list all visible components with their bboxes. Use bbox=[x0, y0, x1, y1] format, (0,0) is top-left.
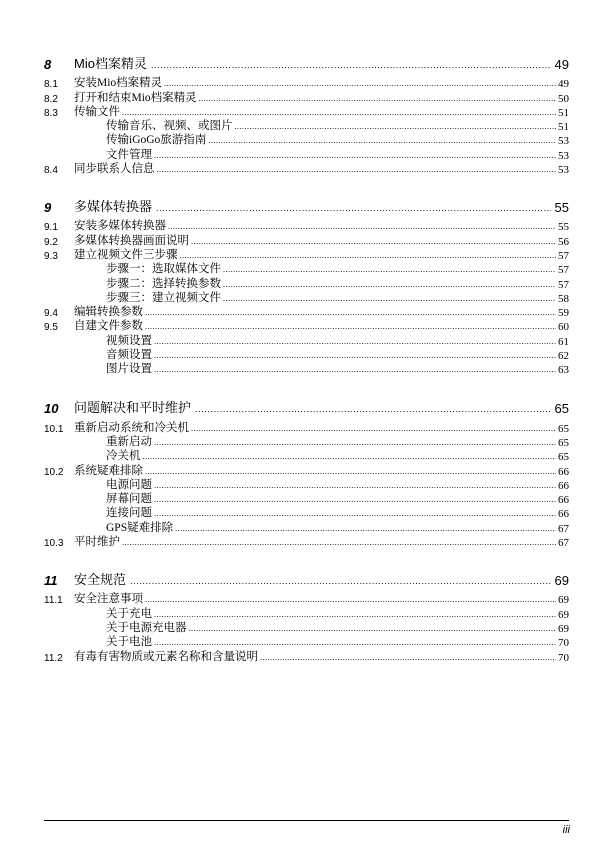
table-of-contents bbox=[44, 53, 569, 684]
section-title: 音频设置 bbox=[106, 349, 152, 362]
section-page: 67 bbox=[558, 522, 569, 535]
toc-subentry[interactable] bbox=[44, 362, 569, 376]
section-title: 重新启动系统和冷关机 bbox=[74, 421, 189, 434]
section-title: 有毒有害物质或元素名称和含量说明 bbox=[74, 650, 258, 663]
section-page: 60 bbox=[558, 321, 569, 334]
chapter-title: Mio档案精灵 bbox=[74, 56, 147, 71]
section-title: 屏幕问题 bbox=[106, 493, 152, 506]
section-title: GPS疑难排除 bbox=[106, 521, 174, 534]
dot-leader bbox=[223, 279, 556, 291]
dot-leader bbox=[154, 437, 556, 449]
section-title: 关于电源充电器 bbox=[106, 621, 187, 634]
chapter-title: 多媒体转换器 bbox=[74, 199, 153, 215]
section-number: 11.2 bbox=[44, 652, 63, 664]
dot-leader bbox=[154, 480, 556, 492]
dot-leader bbox=[223, 264, 556, 276]
toc-entry[interactable] bbox=[44, 535, 569, 549]
dot-leader bbox=[154, 364, 556, 376]
dot-leader bbox=[195, 403, 551, 416]
section-page: 66 bbox=[558, 508, 569, 521]
section-page: 55 bbox=[558, 221, 569, 234]
chapter-8 bbox=[44, 53, 569, 176]
dot-leader bbox=[151, 59, 551, 72]
section-title: 建立视频文件三步骤 bbox=[74, 248, 178, 261]
section-page: 61 bbox=[558, 335, 569, 348]
section-page: 66 bbox=[558, 479, 569, 492]
section-title: 打开和结束Mio档案精灵 bbox=[74, 91, 197, 104]
dot-leader bbox=[208, 135, 556, 147]
section-title: 电源问题 bbox=[106, 478, 152, 491]
dot-leader bbox=[191, 236, 556, 248]
dot-leader bbox=[145, 321, 556, 333]
dot-leader bbox=[154, 150, 556, 162]
section-title: 系统疑难排除 bbox=[74, 464, 143, 477]
section-page: 53 bbox=[558, 135, 569, 148]
section-title: 编辑转换参数 bbox=[74, 306, 143, 319]
section-number: 8.3 bbox=[44, 107, 58, 119]
page-number: iii bbox=[562, 824, 570, 836]
dot-leader bbox=[145, 466, 556, 478]
chapter-heading[interactable] bbox=[44, 53, 569, 72]
section-title: 文件管理 bbox=[106, 148, 152, 161]
section-page: 57 bbox=[558, 278, 569, 291]
section-page: 65 bbox=[558, 436, 569, 449]
dot-leader bbox=[154, 336, 556, 348]
chapter-title: 问题解决和平时维护 bbox=[74, 400, 192, 416]
section-page: 66 bbox=[558, 494, 569, 507]
dot-leader bbox=[154, 508, 556, 520]
section-title: 平时维护 bbox=[74, 536, 120, 549]
chapter-heading[interactable] bbox=[44, 569, 569, 588]
chapter-10 bbox=[44, 397, 569, 549]
dot-leader bbox=[260, 652, 556, 664]
section-page: 66 bbox=[558, 465, 569, 478]
chapter-number: 9 bbox=[44, 200, 52, 216]
section-page: 67 bbox=[558, 537, 569, 550]
section-page: 63 bbox=[558, 364, 569, 377]
toc-subentry[interactable] bbox=[44, 520, 569, 534]
section-title: 自建文件参数 bbox=[74, 320, 143, 333]
section-number: 9.2 bbox=[44, 236, 58, 248]
section-page: 53 bbox=[558, 164, 569, 177]
dot-leader bbox=[143, 451, 557, 463]
toc-entry[interactable] bbox=[44, 90, 569, 104]
section-page: 51 bbox=[558, 106, 569, 119]
section-number: 11.1 bbox=[44, 595, 63, 607]
section-title: 冷关机 bbox=[106, 450, 141, 463]
section-title: 关于充电 bbox=[106, 607, 152, 620]
dot-leader bbox=[122, 537, 556, 549]
section-number: 8.2 bbox=[44, 93, 58, 105]
chapter-heading[interactable] bbox=[44, 397, 569, 416]
section-title: 传输音乐、视频、或图片 bbox=[106, 120, 233, 133]
section-page: 70 bbox=[558, 651, 569, 664]
dot-leader bbox=[145, 594, 556, 606]
section-page: 53 bbox=[558, 149, 569, 162]
chapter-page: 69 bbox=[554, 573, 569, 589]
section-number: 8.4 bbox=[44, 165, 58, 177]
chapter-9 bbox=[44, 196, 569, 376]
section-title: 连接问题 bbox=[106, 507, 152, 520]
dot-leader bbox=[235, 121, 557, 133]
section-number: 8.1 bbox=[44, 79, 58, 91]
section-page: 65 bbox=[558, 451, 569, 464]
section-page: 49 bbox=[558, 78, 569, 91]
dot-leader bbox=[223, 293, 556, 305]
chapter-title: 安全规范 bbox=[74, 572, 127, 588]
section-page: 58 bbox=[558, 292, 569, 305]
section-page: 57 bbox=[558, 249, 569, 262]
section-title: 多媒体转换器画面说明 bbox=[74, 234, 189, 247]
dot-leader bbox=[175, 523, 556, 535]
dot-leader bbox=[157, 164, 557, 176]
dot-leader bbox=[199, 93, 556, 105]
dot-leader bbox=[168, 221, 556, 233]
dot-leader bbox=[154, 350, 556, 362]
section-title: 图片设置 bbox=[106, 363, 152, 376]
section-page: 69 bbox=[558, 594, 569, 607]
toc-entry[interactable] bbox=[44, 162, 569, 176]
chapter-page: 65 bbox=[554, 401, 569, 417]
chapter-number: 11 bbox=[44, 573, 58, 589]
section-title: 安装多媒体转换器 bbox=[74, 220, 166, 233]
section-title: 重新启动 bbox=[106, 435, 152, 448]
dot-leader bbox=[164, 78, 556, 90]
dot-leader bbox=[145, 307, 556, 319]
section-page: 69 bbox=[558, 622, 569, 635]
section-page: 69 bbox=[558, 608, 569, 621]
section-title: 安全注意事项 bbox=[74, 593, 143, 606]
footer-rule bbox=[44, 820, 569, 821]
section-number: 9.4 bbox=[44, 308, 58, 320]
toc-entry[interactable] bbox=[44, 649, 569, 663]
dot-leader bbox=[154, 494, 556, 506]
section-title: 步骤一：选取媒体文件 bbox=[106, 263, 221, 276]
chapter-page: 55 bbox=[554, 200, 569, 216]
section-number: 10.1 bbox=[44, 423, 64, 435]
chapter-heading[interactable] bbox=[44, 196, 569, 215]
section-number: 9.3 bbox=[44, 250, 58, 262]
section-page: 62 bbox=[558, 350, 569, 363]
chapter-number: 8 bbox=[44, 57, 52, 72]
section-page: 70 bbox=[558, 637, 569, 650]
section-title: 传输文件 bbox=[74, 105, 120, 118]
section-title: 传输iGoGo旅游指南 bbox=[106, 134, 207, 147]
section-number: 10.3 bbox=[44, 538, 64, 550]
section-title: 关于电池 bbox=[106, 636, 152, 649]
section-page: 57 bbox=[558, 264, 569, 277]
section-page: 51 bbox=[558, 121, 569, 134]
section-page: 56 bbox=[558, 235, 569, 248]
chapter-11 bbox=[44, 569, 569, 663]
section-page: 59 bbox=[558, 307, 569, 320]
chapter-page: 49 bbox=[554, 57, 569, 72]
chapter-number: 10 bbox=[44, 401, 59, 417]
section-title: 同步联系人信息 bbox=[74, 163, 155, 176]
section-title: 安装Mio档案精灵 bbox=[74, 77, 163, 90]
dot-leader bbox=[189, 623, 557, 635]
dot-leader bbox=[130, 575, 551, 588]
section-title: 视频设置 bbox=[106, 334, 152, 347]
section-title: 步骤二：选择转换参数 bbox=[106, 277, 221, 290]
section-number: 9.5 bbox=[44, 322, 58, 334]
dot-leader bbox=[180, 250, 557, 262]
dot-leader bbox=[156, 202, 551, 215]
section-number: 9.1 bbox=[44, 222, 58, 234]
section-title: 步骤三：建立视频文件 bbox=[106, 291, 221, 304]
section-page: 50 bbox=[558, 92, 569, 105]
dot-leader bbox=[191, 423, 556, 435]
section-page: 65 bbox=[558, 422, 569, 435]
dot-leader bbox=[154, 609, 556, 621]
section-number: 10.2 bbox=[44, 466, 64, 478]
